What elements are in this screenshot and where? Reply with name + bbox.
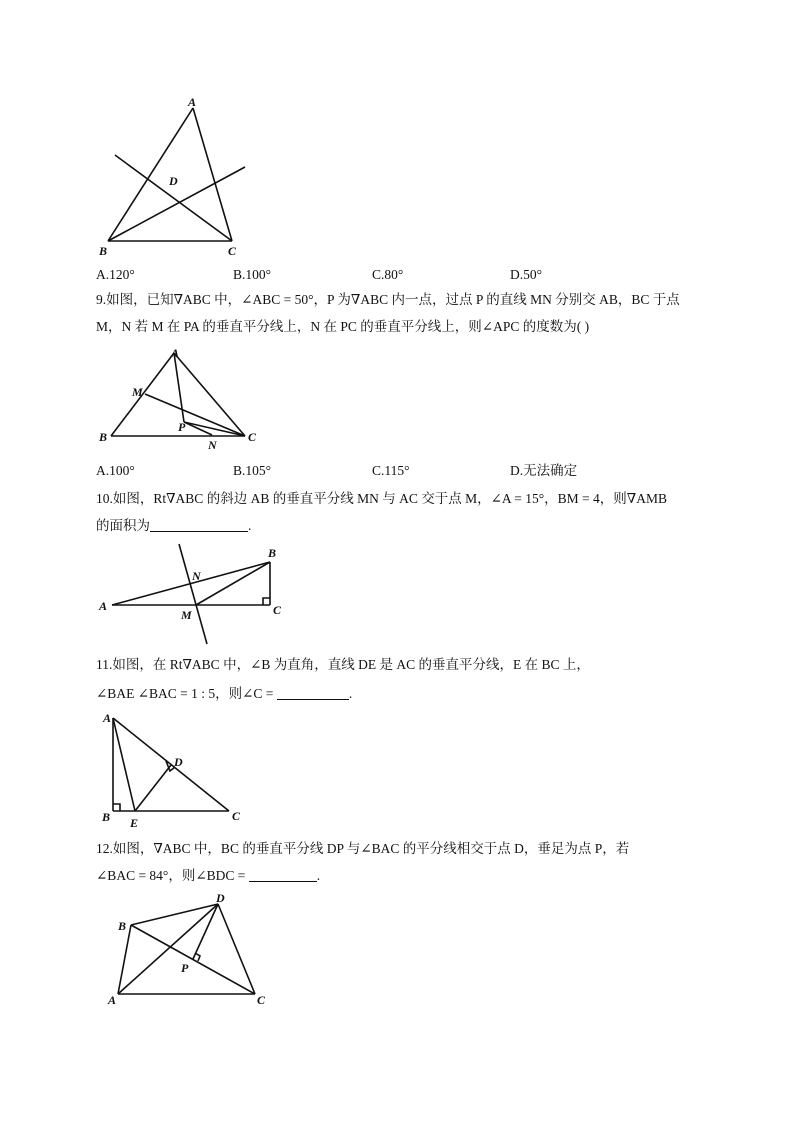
q10-figure [95,540,295,650]
q10-label-n: N [192,569,201,583]
q8-option-d: D.50° [510,267,543,282]
q9-option-b: B.105° [233,463,272,478]
q9-option-c: C.115° [372,463,410,478]
q12-label-d: D [216,891,225,905]
q11-line2-suffix: . [348,686,353,701]
q10-label-b: B [268,546,277,560]
q11-line2-prefix: ∠BAE ∠BAC = 1 : 5，则∠C = [96,686,274,701]
q11-figure [95,708,255,833]
q10-label-a: A [99,599,108,613]
q12-line2-suffix: . [316,868,321,883]
q12-label-c: C [257,993,266,1007]
q8-option-c: C.80° [372,267,404,282]
q11-label-b: B [102,810,111,824]
q9-figure [95,345,265,450]
q12-question-line2 [96,867,320,885]
q11-question-line1: 11.如图，在 Rt∇ABC 中，∠B 为直角，直线 DE 是 AC 的垂直平分线，E 在 BC 上， [96,657,590,672]
q10-line2-suffix: . [248,518,252,533]
q12-label-b: B [118,919,127,933]
q8-label-b: B [99,244,108,258]
q9-label-a: A [171,346,180,360]
q8-label-c: C [228,244,237,258]
q8-option-a: A.120° [96,267,135,282]
q12-answer-blank[interactable] [249,867,317,882]
q8-label-a: A [188,95,197,109]
q9-question-line2: M，N 若 M 在 PA 的垂直平分线上，N 在 PC 的垂直平分线上，则∠APC 的度数为( ) [96,319,590,334]
q11-question-line2 [96,685,352,703]
q12-figure [95,890,285,1015]
q12-question-line1: 12.如图，∇ABC 中，BC 的垂直平分线 DP 与∠BAC 的平分线相交于点 D，垂足为点 P，若 [96,841,630,856]
q11-label-d: D [174,755,183,769]
q11-label-c: C [232,809,241,823]
q10-label-m: M [181,608,192,622]
q10-answer-blank[interactable] [150,517,248,532]
q9-label-n: N [208,438,217,452]
q8-option-b: B.100° [233,267,272,282]
q10-question-line1: 10.如图，Rt∇ABC 的斜边 AB 的垂直平分线 MN 与 AC 交于点 M，∠A = 15°，BM = 4，则∇AMB [96,491,667,506]
q9-question-line1: 9.如图，已知∇ABC 中，∠ABC = 50°，P 为∇ABC 内一点，过点 P 的直线 MN 分别交 AB，BC 于点 [96,292,680,307]
q10-label-c: C [273,603,282,617]
q10-line2-prefix: 的面积为 [96,518,150,533]
q9-label-b: B [99,430,108,444]
q12-label-p: P [181,961,189,975]
q9-option-d: D.无法确定 [510,463,578,478]
q9-label-m: M [132,385,143,399]
q12-line2-prefix: ∠BAC = 84°，则∠BDC = [96,868,246,883]
q11-label-e: E [130,816,139,830]
q11-label-a: A [103,711,112,725]
q10-question-line2 [96,517,251,535]
q9-label-c: C [248,430,257,444]
q12-label-a: A [108,993,117,1007]
q8-label-d: D [169,174,178,188]
q8-figure [95,95,265,265]
q9-label-p: P [178,420,186,434]
q9-option-a: A.100° [96,463,135,478]
q11-answer-blank[interactable] [277,685,349,700]
